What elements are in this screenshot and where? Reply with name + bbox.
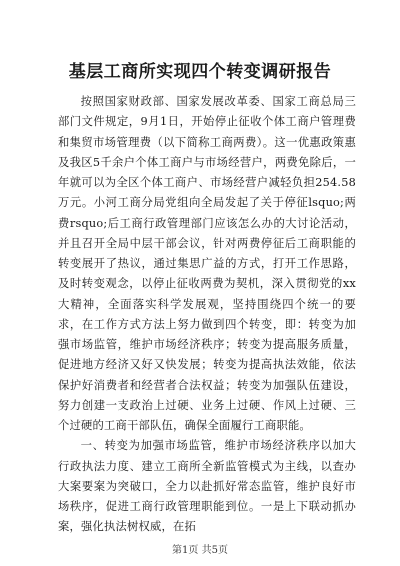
paragraph-intro: 按照国家财政部、国家发展改革委、国家工商总局三部门文件规定，9月1日，开始停止征收个体工商户管理费和集贸市场管理费（以下简称工商两费）。这一优惠政策惠及我区5千余户个体工商户与市场经营户，两费免除后，一年就可以为全区个体工商户、市场经营户减轻负担254.58万元。小河工商分局党组向全局发起了关于停征lsquo;两费rsquo;后工商行政管理部门应该怎么办的大讨论活动，并且召开全局中层干部会议，针对两费停征后工商职能的转变展开了热议，通过集思广益的方式，打开工作思路，及时转变观念，以停止征收两费为契机，深入贯彻党的xx大精神，全面落实科学发展观，坚持围绕四个统一的要求，在工作方式方法上努力做到四个转变，即：转变为加强市场监管，维护市场经济秩序；转变为提高服务质量，促进地方经济又好又快发展；转变为提高执法效能，依法保护好消费者和经营者合法权益；转变为加强队伍建设，努力创建一支政治上过硬、业务上过硬、作风上过硬、三个过硬的工商干部队伍，确保全面履行工商职能。	[58, 95, 356, 432]
page-indicator: 第1页 共5页	[172, 545, 228, 556]
document-title: 基层工商所实现四个转变调研报告	[68, 62, 332, 82]
document-body	[58, 92, 356, 538]
paragraph-section-one: 一、转变为加强市场监管，维护市场经济秩序以加大行政执法力度、建立工商所全新监管模式为主线，以查办大案要案为突破口，全力以赴抓好常态监管，维护良好市场秩序，促进工商行政管理职能到位。一是上下联动抓办案，强化执法树权威，在拓	[58, 439, 356, 534]
